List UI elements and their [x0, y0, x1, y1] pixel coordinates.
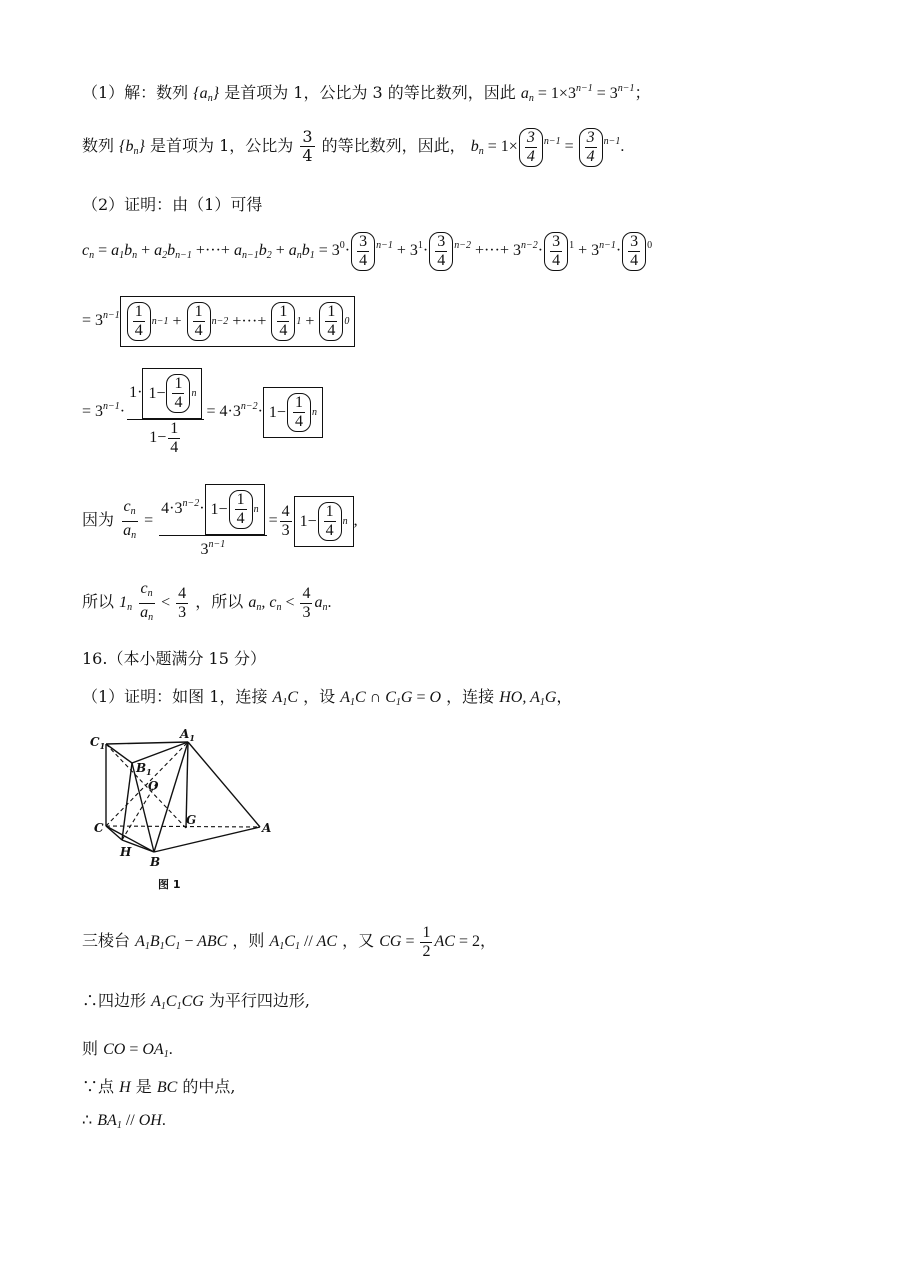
q16-frustum-line: 三棱台 $A_1B_1C_1$ − ABC ，则 $A_1C_1$ // AC ，又 CG = $\frac{1}{2}$ AC = 2，: [82, 924, 496, 960]
text: ∵点: [82, 1077, 115, 1096]
part1-line1: （1）解：数列 $\{a_n\}$ 是首项为 1，公比为 3 的等比数列，因此 $a_n = 1\times 3^{n-1} = 3^{n-1}$；: [82, 83, 651, 104]
label-A: A: [262, 821, 272, 835]
text: （2）证明：由（1）可得: [82, 195, 263, 214]
label-B1: $B_1$: [136, 761, 152, 777]
text: （1）解：数列: [82, 83, 189, 102]
part2-header: [82, 192, 262, 215]
q16-parallelogram-line: ∴四边形 $A_1C_1CG$ 为平行四边形,: [82, 991, 310, 1012]
math-frac-3-4: $\frac{3}{4}$: [302, 127, 313, 166]
label-A1: $A_1$: [180, 728, 195, 743]
label-G: G: [186, 813, 197, 827]
label-B: B: [150, 855, 161, 869]
q16-point-h-line: ∵点 H 是 BC 的中点,: [82, 1077, 236, 1096]
text: 三棱台: [82, 931, 131, 951]
text: 是首项为 1，公比为: [150, 136, 294, 156]
q16-co-line: 则 CO = $OA_1$.: [82, 1039, 173, 1060]
label-O: O: [148, 779, 159, 793]
math-cn-sum: = $3^{n-1}\cdot$ 1· 1− $\frac{1}{4}$ n 1− $\frac{1}{4}$ = $4\cdot 3^{n-2}\cdot 1-$ $\frac{1}{4}$ n: [82, 368, 323, 457]
text: 数列: [82, 136, 115, 156]
math-seq-a: $\{a_n\}$: [193, 85, 220, 104]
part1-line2: [82, 128, 624, 167]
q16-proof-line: （1）证明：如图 1，连接 $A_1C$ ，设 $A_1C$ ∩ $C_1G = O$ ，连接 HO, $A_1G$，: [82, 687, 573, 708]
label-H: H: [120, 845, 132, 859]
text: ，连接: [446, 687, 495, 706]
text: 的等比数列，因此，: [321, 136, 466, 156]
figure-caption: 图 1: [158, 878, 181, 891]
math-seq-b: $\{b_n\}$: [119, 138, 145, 158]
math-ratio: 因为 $\frac{c_n}{a_n}$ = $4\cdot 3^{n-2}\cdot 1-$ $\frac{1}{4}$ n $3^{n-1}$ = $\frac{4}{3}$ 1− $\frac{1}{4}$ n ,: [82, 484, 358, 559]
math-cn-factor: = $3^{n-1}$ $\frac{1}{4}$ n−1 + $\frac{1}{4}$ n−2 +···+ $\frac{1}{4}$ 1 + $\frac{1}{4}$ 0: [82, 296, 355, 347]
math-an-formula: $a_n = 1\times 3^{n-1} = 3^{n-1}$: [520, 83, 635, 104]
q16-conclusion-line: ∴ $BA_1$ // OH.: [82, 1110, 166, 1131]
text: 因为: [82, 510, 115, 530]
text: 为平行四边形,: [208, 991, 310, 1010]
math-conclusion: 所以 $1_n$ $\frac{c_n}{a_n}$ < $\frac{4}{3}$ ，所以 $a_n$, $c_n$ < $\frac{4}{3}$ $a_n$.: [82, 580, 332, 623]
label-C: C: [94, 821, 104, 835]
text: ，设: [303, 687, 336, 706]
q16-title: [82, 646, 266, 669]
text: ，则: [232, 931, 265, 951]
text: ∴四边形: [82, 991, 147, 1010]
text: ∴: [82, 1110, 93, 1129]
text: ，所以: [195, 592, 244, 612]
frustum-figure: [86, 728, 286, 888]
text: 则: [82, 1039, 99, 1058]
text: 是: [135, 1077, 152, 1096]
label-C1: $C_1$: [90, 735, 106, 751]
text: 是首项为 1，公比为 3 的等比数列，因此: [224, 83, 516, 102]
math-bn-formula: $b_n = 1\times$ $\frac{3}{4}$ $^{n-1}$ = $\frac{3}{4}$ $^{n-1}$.: [470, 129, 625, 165]
text: （1）证明：如图 1，连接: [82, 687, 268, 706]
text: 的中点,: [182, 1077, 236, 1096]
text: 16.（本小题满分 15 分）: [82, 649, 266, 668]
text: ，又: [342, 931, 375, 951]
math-cn-expansion: $c_n = a_1b_n + a_2b_{n-1}$ +···+ $a_{n-1}b_2 + a_nb_1 = 3^0\cdot$ $\frac{3}{4}$ $^{n-1} + 3^1\cdot$ $\frac{3}{4}$ $^{n-2}$ +···+ $3^{n-2}\cdot$ $\frac{3}{4}$ $^1 + 3^{n-1}\cdot$ $\frac{3}{4}$ $^0$: [82, 233, 653, 269]
text: 所以: [82, 592, 115, 612]
